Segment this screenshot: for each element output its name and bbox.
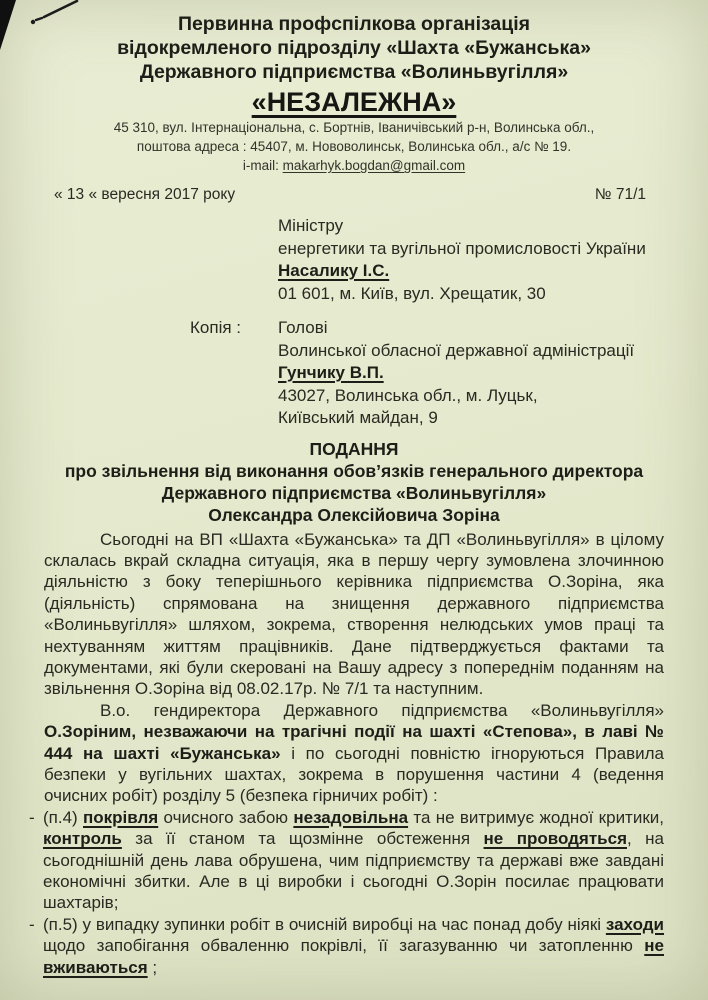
letter-number: № 71/1 (594, 186, 646, 203)
list-item-text: (п.5) у випадку зупинки робіт в очисній виробці на час понад добу ніякі заходи щодо запобігання обваленню покрівлі, її загазуванню чи затопленню не вживаються ; (43, 914, 664, 977)
recipient-address: 01 601, м. Київ, вул. Хрещатик, 30 (278, 283, 546, 303)
copy-recipient-title: Голові (278, 318, 328, 337)
list-marker: - (29, 807, 35, 827)
paragraph-1: Сьогодні на ВП «Шахта «Бужанська» та ДП «Волиньвугілля» в цілому склалась вкрай складна ситуація, яка в першу чергу зумовлена злочинною діяльністю з боку теперішнього керівника підприємства О.Зоріна, яка (діяльність) спрямована на знищення державного підприємства «Волиньвугілля» шляхом, зокрема, створення нелюдських умов праці та нехтуванням життям працівників. Дане підтверджується фактами та документами, які були скеровані на Вашу адресу з попереднім поданням на звільнення О.Зоріна від 08.02.17р. № 7/1 та наступним. (44, 529, 664, 699)
email-address: makarhyk.bogdan@gmail.com (282, 158, 466, 173)
org-name-line-2: відокремленого підрозділу «Шахта «Бужанська» (117, 37, 591, 59)
copy-recipient-address-2: Київський майдан, 9 (278, 408, 438, 427)
org-name-line-3: Державного підприємства «Волиньвугілля» (139, 61, 569, 83)
document-subject-line-2: Державного підприємства «Волиньвугілля» (161, 482, 547, 503)
letter-body (29, 529, 664, 979)
org-address-line-1: 45 310, вул. Інтернаціональна, с. Бортнів, Іваничівський р-н, Волинська обл., (113, 120, 595, 135)
copy-label: Копія : (190, 318, 241, 337)
union-name (44, 87, 664, 118)
copy-recipient-name: Гунчику В.П. (278, 363, 384, 382)
email-line (44, 156, 664, 175)
copy-recipient-block (278, 317, 634, 430)
list-marker: - (29, 914, 35, 934)
copy-row (44, 317, 664, 430)
list-item-text: (п.4) покрівля очисного забою незадовільна та не витримує жодної критики, контроль за її станом та щозмінне обстеження не проводяться, на сьогоднішній день лава обрушена, чим підприємству та державі вже завдані економічні збитки. Але в ці виробки і сьогодні О.Зорін посилає працювати шахтарів; (43, 807, 664, 913)
document-title (44, 438, 664, 526)
copy-recipient-address-1: 43027, Волинська обл., м. Луцьк, (278, 385, 538, 405)
letter-date: « 13 « вересня 2017 року (54, 186, 236, 203)
union-name-text: «НЕЗАЛЕЖНА» (251, 87, 457, 117)
recipient-title: Міністру (278, 216, 344, 235)
recipient-org: енергетики та вугільної промисловості України (278, 238, 646, 258)
recipient-block (278, 215, 664, 305)
document-title-word: ПОДАННЯ (309, 438, 399, 459)
pen-mark-icon (28, 0, 88, 28)
org-address-line-2: поштова адреса : 45407, м. Нововолинськ, Волинська обл., а/с № 19. (136, 139, 572, 154)
document-subject-line-3: Олександра Олексійовича Зоріна (208, 504, 500, 525)
org-name-line-1: Первинна профспілкова організація (177, 13, 531, 35)
copy-recipient-org: Волинської обласної державної адміністрації (278, 340, 635, 360)
list-item-p5 (30, 914, 664, 978)
list-item-p4 (30, 807, 664, 914)
paragraph-2: В.о. гендиректора Державного підприємства «Волиньвугілля» О.Зоріним, незважаючи на трагічні події на шахті «Степова», в лаві № 444 на шахті «Бужанська» і по сьогодні повністю ігноруються Правила безпеки у вугільних шахтах, зокрема в порушення частини 4 (ведення очисних робіт) розділу 5 (безпека гірничих робіт) : (44, 700, 664, 806)
letterhead (44, 12, 664, 175)
document-subject-line-1: про звільнення від виконання обов’язків генерального директора (64, 460, 644, 481)
recipient-name: Насалику І.С. (278, 261, 390, 280)
date-number-row (44, 185, 664, 205)
email-label: i-mail: (242, 158, 279, 173)
